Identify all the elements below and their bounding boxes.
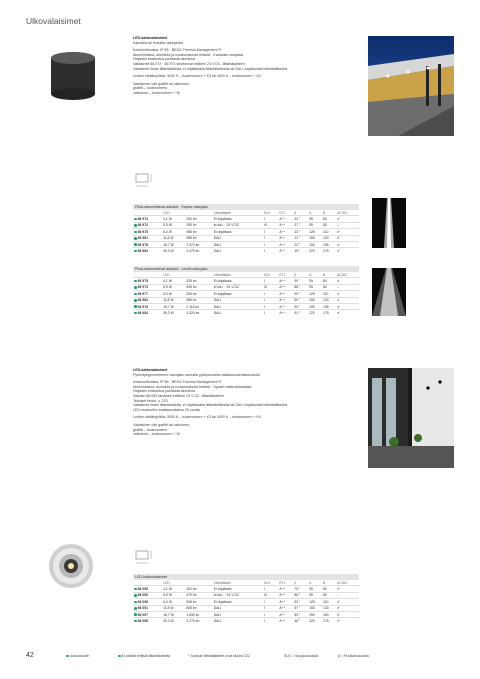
new-product-dot-icon [134,613,137,616]
table-cell: A⁺⁺ [279,291,286,296]
table-title: LED-kattovalaisimet [133,574,359,580]
table-cell: 91 ° [294,311,301,316]
new-product-dot-icon [134,231,137,234]
table-cell: 325 lm [186,279,197,284]
table-cell: I [264,612,265,617]
color-line: Valaisimen väri grafitti tai valkoinen: [133,422,190,427]
article-number: 66 976 [133,229,162,235]
table-cell: 18,7 W [163,612,174,617]
table-cell: 4,1 W [163,587,172,592]
table-cell: 11,8 W [163,298,174,303]
spec-line: Heijastin eloksoitua puhdasta alumiinia [133,389,195,394]
table-cell: 12 ° [294,236,301,241]
table-cell: 110 [323,229,329,234]
spec-table: LED Liitäntälaite SLK ETL β A B AC/DC 66 975 4,1 W 325 lm Ei ohjattava I A⁺⁺ 90 ° 95 80 ✔ 66 973 5,5 W 545 lm ei sis.¹ · 24 V DC III A⁺⁺ 88 ° 95 80 – 66 977 6,0 W 530 lm Ei ohjattava I A⁺⁺ 90 ° 125 110 ✔ 66 982 11,8 W 950 lm DALI I A⁺⁺ 90 ° 150 130 ✔ 66 979 18,7 W 2 115 lm DALI I A⁺⁺ 90 ° 190 155 ✔ 66 984 39,3 W 3 525 lm DALI I A⁺⁺ 91 ° 220 175 ✔ [133,272,359,316]
spec-line: Tekniset tiedot, s. 223 [133,398,168,403]
table-cell: A⁺⁺ [279,285,286,290]
table-cell: DALI [213,612,222,617]
table-cell: DALI [213,298,222,303]
table-cell: A⁺⁺ [279,587,286,592]
article-number: 66 058 [133,618,162,624]
table-cell: 160 [323,612,329,617]
table-cell: 46 ° [294,619,301,624]
table-cell: 3 275 lm [186,619,200,624]
table-cell: III [264,285,267,290]
new-product-dot-icon [134,280,137,283]
table-cell: 27 ° [294,223,301,228]
table-cell: 39,3 W [163,311,174,316]
spec-line: Valaisimet 66 972 · 66 973 tarvitsevat erillisen 24 V DC -liitäntälaitteen [133,61,245,66]
table-cell: 23 ° [294,229,301,234]
article-number: 66 981 [133,235,162,241]
dimension-drawing [134,549,156,567]
table-cell: A⁺⁺ [279,242,286,247]
new-product-dot-icon [134,588,137,591]
new-product-dot-icon [134,299,137,302]
new-product-dot-icon [134,286,137,289]
table-cell: 1 830 lm [186,612,200,617]
table-row [133,618,359,624]
light-distribution-narrow [372,198,406,248]
table-cell: 125 [309,229,315,234]
table-cell: 80 [323,223,327,228]
table-cell: 90 ° [294,298,301,303]
color-temperature: Ledien värilämpötila: 3000 K – tuotenumero + K3 tai 4000 K – tuotenumero + K4 [133,74,261,79]
spec-line: Valaisimet ilman liitäntälaitetta, ei ohjattavalla liitäntälaitteella tai DALI ohjattavalla liitäntälaitteella [133,66,287,71]
table-cell: 530 lm [186,291,197,296]
table-cell: I [264,619,265,624]
table-cell: 3 475 lm [186,249,200,254]
table-cell: ✔ [337,599,340,604]
table-ring-downlights [133,574,359,624]
table-wide-beam [133,266,359,316]
table-cell: III [264,593,267,598]
table-cell: 190 [309,242,315,247]
table-cell: A⁺⁺ [279,236,286,241]
article-number: 66 983 [133,248,162,254]
table-cell: A⁺⁺ [279,217,286,222]
table-cell: 220 [309,311,315,316]
table-cell: 300 lm [186,587,197,592]
ring-downlight-product-image [48,543,94,589]
table-cell: 80 [323,217,327,222]
product-subtitle: Pyöristysyymmetrinen valonjako suoralla pystysuoralla valaistusvoimakkuudella [133,372,260,377]
section-title: Ulkovalaisimet [26,16,81,26]
table-cell: 6,0 W [163,291,172,296]
new-product-dot-icon [134,218,137,221]
table-cell: – [337,285,339,290]
table-cell: 24 ° [294,217,301,222]
table-cell: 39,3 W [163,249,174,254]
spec-table: LED Liitäntälaite SLK ETL β A B AC/DC 66 055 4,1 W 300 lm Ei ohjattava I A⁺⁺ 70 ° 95 80 ✔ 66 050 5,5 W 470 lm ei sis.¹ · 24 V DC III A⁺⁺ 66 ° 95 80 – 66 056 6,0 W 545 lm Ei ohjattava I A⁺⁺ 92 ° 125 110 ✔ 66 051 11,8 W 800 lm DALI I A⁺⁺ 57 ° 150 130 ✔ 66 057 18,7 W 1 830 lm DALI I A⁺⁺ 53 ° 190 160 ✔ 66 058 39,3 W 3 275 lm DALI I A⁺⁺ 46 ° 220 175 ✔ [133,580,359,624]
table-cell: I [264,249,265,254]
table-cell: ✔ [337,242,340,247]
color-line: grafitti – tuotenumero [133,427,167,432]
table-cell: ✔ [337,298,340,303]
table-cell: I [264,279,265,284]
table-cell: 110 [323,291,329,296]
downlight-product-image [42,46,104,108]
table-cell: Ei ohjattava [213,291,232,296]
table-cell: 90 ° [294,279,301,284]
table-cell: 66 ° [294,593,301,598]
table-cell: ✔ [337,311,340,316]
new-product-dot-icon [134,250,137,253]
product-description-1 [133,36,359,96]
table-cell: 18,7 W [163,242,174,247]
installation-photo-corridor [368,368,454,468]
table-cell: ✔ [337,236,340,241]
table-cell: DALI [213,619,222,624]
article-number: 66 972 [133,222,162,228]
new-product-dot-icon [66,655,69,658]
table-cell: ei sis.¹ · 24 V DC [213,223,240,228]
table-cell: 5,5 W [163,223,172,228]
table-cell: I [264,291,265,296]
table-cell: 4,1 W [163,279,172,284]
table-cell: ✔ [337,587,340,592]
table-cell: ✔ [337,291,340,296]
table-cell: – [337,223,339,228]
table-cell: 800 lm [186,606,197,611]
table-cell: 150 [309,236,315,241]
table-title: Pinta-asennettavat alavalot · Leveä valonjako [133,266,359,272]
table-cell: I [264,236,265,241]
spec-line: Valaisimet ilman liitäntälaitetta, ei ohjattavalla liitäntälaitteella tai DALI ohjattavalla liitäntälaitteella [133,403,287,408]
spec-line: Alumiinivalua, alumiinia ja ruostumatonta terästä · Karkaistu suojalasi [133,52,244,57]
spec-table: LED Liitäntälaite SLK ETL β A B AC/DC 66 974 4,1 W 290 lm Ei ohjattava I A⁺⁺ 24 ° 95 80 ✔ 66 972 5,5 W 390 lm ei sis.¹ · 24 V DC III A⁺⁺ 27 ° 95 80 – 66 976 6,0 W 555 lm Ei ohjattava I A⁺⁺ 23 ° 125 110 ✔ 66 981 11,8 W 985 lm DALI I A⁺⁺ 12 ° 150 130 ✔ 66 978 18,7 W 1 970 lm DALI I A⁺⁺ 22 ° 190 155 ✔ 66 983 39,3 W 3 475 lm DALI I A⁺⁺ 15 ° 220 175 ✔ [133,210,359,254]
table-cell: 985 lm [186,236,197,241]
table-cell: Ei ohjattava [213,229,232,234]
table-cell: 6,0 W [163,599,172,604]
new-product-dot-icon [134,293,137,296]
color-temperature: Ledien värilämpötila: 3000 K – tuotenumero + K3 tai 4000 K – tuotenumero + K4 [133,415,261,420]
table-cell: A⁺⁺ [279,593,286,598]
table-cell: I [264,606,265,611]
table-cell: A⁺⁺ [279,279,286,284]
table-cell: A⁺⁺ [279,298,286,303]
table-cell: ✔ [337,606,340,611]
table-cell: 18,7 W [163,304,174,309]
spec-line: LED-moduulien saatavuustakuu 20 vuotta [133,407,200,412]
table-cell: 80 [323,587,327,592]
table-cell: 57 ° [294,606,301,611]
article-number: 66 050 [133,592,162,598]
table-cell: A⁺⁺ [279,612,286,617]
table-cell: 90 ° [294,291,301,296]
new-product-dot-icon [134,601,137,604]
table-cell: 1 970 lm [186,242,200,247]
table-cell: I [264,242,265,247]
table-cell: 88 ° [294,285,301,290]
table-cell: ✔ [337,612,340,617]
table-cell: A⁺⁺ [279,599,286,604]
color-line: valkoinen – tuotenumero + W [133,90,180,95]
table-cell: 125 [309,291,315,296]
table-cell: 53 ° [294,612,301,617]
table-cell: A⁺⁺ [279,249,286,254]
light-distribution-wide [372,268,406,316]
table-cell: DALI [213,304,222,309]
table-cell: DALI [213,249,222,254]
table-cell: I [264,587,265,592]
article-number: 66 977 [133,291,162,297]
table-cell: 130 [323,606,329,611]
table-title: Pinta-asennettavat alavalot · Kapea valonjako [133,204,359,210]
article-number: 66 974 [133,216,162,222]
table-cell: ✔ [337,304,340,309]
table-cell: 150 [309,606,315,611]
new-product-dot-icon [134,620,137,623]
table-cell: 92 ° [294,599,301,604]
table-cell: DALI [213,242,222,247]
table-cell: Ei ohjattava [213,587,232,592]
table-cell: 545 lm [186,285,197,290]
table-cell: 15 ° [294,249,301,254]
table-cell: I [264,217,265,222]
table-cell: A⁺⁺ [279,223,286,228]
table-cell: 95 [309,223,313,228]
table-cell: ✔ [337,229,340,234]
table-cell: A⁺⁺ [279,606,286,611]
table-cell: 95 [309,593,313,598]
table-cell: ei sis.¹ · 24 V DC [213,593,240,598]
article-number: 66 051 [133,605,162,611]
table-cell: 155 [323,304,329,309]
spec-line: Alumiinivalua, alumiinia ja ruostumatonta terästä · Opaali matta kirkasläasi [133,384,252,389]
table-cell: ei sis.¹ · 24 V DC [213,285,240,290]
spec-line: Kotelointiluokka: IP 65 · BEGA Thermal Management ® [133,380,222,385]
table-cell: 95 [309,217,313,222]
table-cell: A⁺⁺ [279,304,286,309]
table-cell: 11,8 W [163,236,174,241]
table-row [133,248,359,254]
table-cell: 6,0 W [163,229,172,234]
article-number: 66 057 [133,611,162,617]
legend-slk: SLK = Suojausluokka [284,654,319,658]
table-cell: – [337,593,339,598]
article-number: 66 978 [133,241,162,247]
table-cell: A⁺⁺ [279,311,286,316]
footnote-gear: ¹ Sopivat liitäntälaitteet ovat sivulla 222 [188,654,250,658]
spec-line: Kotelointiluokka: IP 65 · BEGA Thermal Management ® [133,48,222,53]
legend-no-gear: Ei sisällä erillistä liitäntälaitetta [118,654,170,658]
table-cell: 110 [323,599,329,604]
table-cell: I [264,304,265,309]
table-cell: 190 [309,304,315,309]
new-product-dot-icon [134,237,137,240]
table-cell: 3 525 lm [186,311,200,316]
table-cell: 545 lm [186,599,197,604]
product-title: LED-kattovalaisimet [133,36,168,40]
table-cell: I [264,311,265,316]
table-cell: 80 [323,285,327,290]
table-cell: 555 lm [186,229,197,234]
article-number: 66 982 [133,297,162,303]
table-cell: I [264,298,265,303]
article-number: 66 973 [133,284,162,290]
article-number: 66 055 [133,586,162,592]
new-product-dot-icon [134,312,137,315]
table-cell: A⁺⁺ [279,229,286,234]
table-cell: 95 [309,587,313,592]
table-cell: 90 ° [294,304,301,309]
product-subtitle: Kapealla tai levealla valonjaolla [133,40,183,45]
table-cell: A⁺⁺ [279,619,286,624]
new-product-dot-icon [134,594,137,597]
table-cell: DALI [213,606,222,611]
table-cell: 11,8 W [163,606,174,611]
table-cell: 175 [323,619,329,624]
table-cell: 80 [323,593,327,598]
no-gear-dot-icon [118,655,121,658]
table-cell: Ei ohjattava [213,217,232,222]
installation-photo-station [368,36,454,136]
new-product-dot-icon [134,607,137,610]
table-cell: ✔ [337,249,340,254]
table-cell: 390 lm [186,223,197,228]
dimension-drawing [134,172,156,190]
table-cell: 220 [309,249,315,254]
table-row [133,310,359,316]
table-cell: 80 [323,279,327,284]
table-cell: ✔ [337,217,340,222]
table-cell: 470 lm [186,593,197,598]
article-number: 66 056 [133,599,162,605]
table-cell: 2 115 lm [186,304,200,309]
table-cell: 155 [323,242,329,247]
legend-new-product: Uutuustuote [66,654,89,658]
legend-beta: β = Puoliarvokulma [338,654,369,658]
table-cell: Ei ohjattava [213,599,232,604]
table-cell: 950 lm [186,298,197,303]
new-product-dot-icon [134,224,137,227]
table-cell: I [264,229,265,234]
product-description-2 [133,368,359,437]
table-cell: 5,5 W [163,593,172,598]
table-cell: 39,3 W [163,619,174,624]
product-title: LED-kattovalaisimet [133,368,168,372]
table-cell: Ei ohjattava [213,279,232,284]
table-cell: 130 [323,298,329,303]
table-cell: 220 [309,619,315,624]
table-cell: 70 ° [294,587,301,592]
table-cell: 150 [309,298,315,303]
table-cell: 4,1 W [163,217,172,222]
table-cell: 125 [309,599,315,604]
table-cell: 95 [309,285,313,290]
page-number: 42 [26,652,34,659]
table-cell: 130 [323,236,329,241]
table-cell: 175 [323,311,329,316]
table-cell: ✔ [337,619,340,624]
table-cell: DALI [213,236,222,241]
new-product-dot-icon [134,305,137,308]
article-number: 66 975 [133,278,162,284]
table-cell: 22 ° [294,242,301,247]
table-cell: I [264,599,265,604]
color-line: grafitti – tuotenumero [133,86,167,91]
table-cell: 95 [309,279,313,284]
table-cell: 290 lm [186,217,197,222]
article-number: 66 984 [133,310,162,316]
color-line: Valaisimen väri grafitti tai valkoinen: [133,81,190,86]
table-cell: III [264,223,267,228]
table-cell: 190 [309,612,315,617]
table-cell: DALI [213,311,222,316]
table-cell: ✔ [337,279,340,284]
table-cell: 175 [323,249,329,254]
spec-line: Valaisin 66 050 tarvitsee erillisen 24 V DC -liitäntälaitteen [133,393,224,398]
spec-line: Heijastin eloksoitua puhdasta alumiinia [133,57,195,62]
color-line: valkoinen – tuotenumero + W [133,432,180,437]
table-narrow-beam [133,204,359,254]
table-cell: 5,5 W [163,285,172,290]
new-product-dot-icon [134,243,137,246]
article-number: 66 979 [133,303,162,309]
